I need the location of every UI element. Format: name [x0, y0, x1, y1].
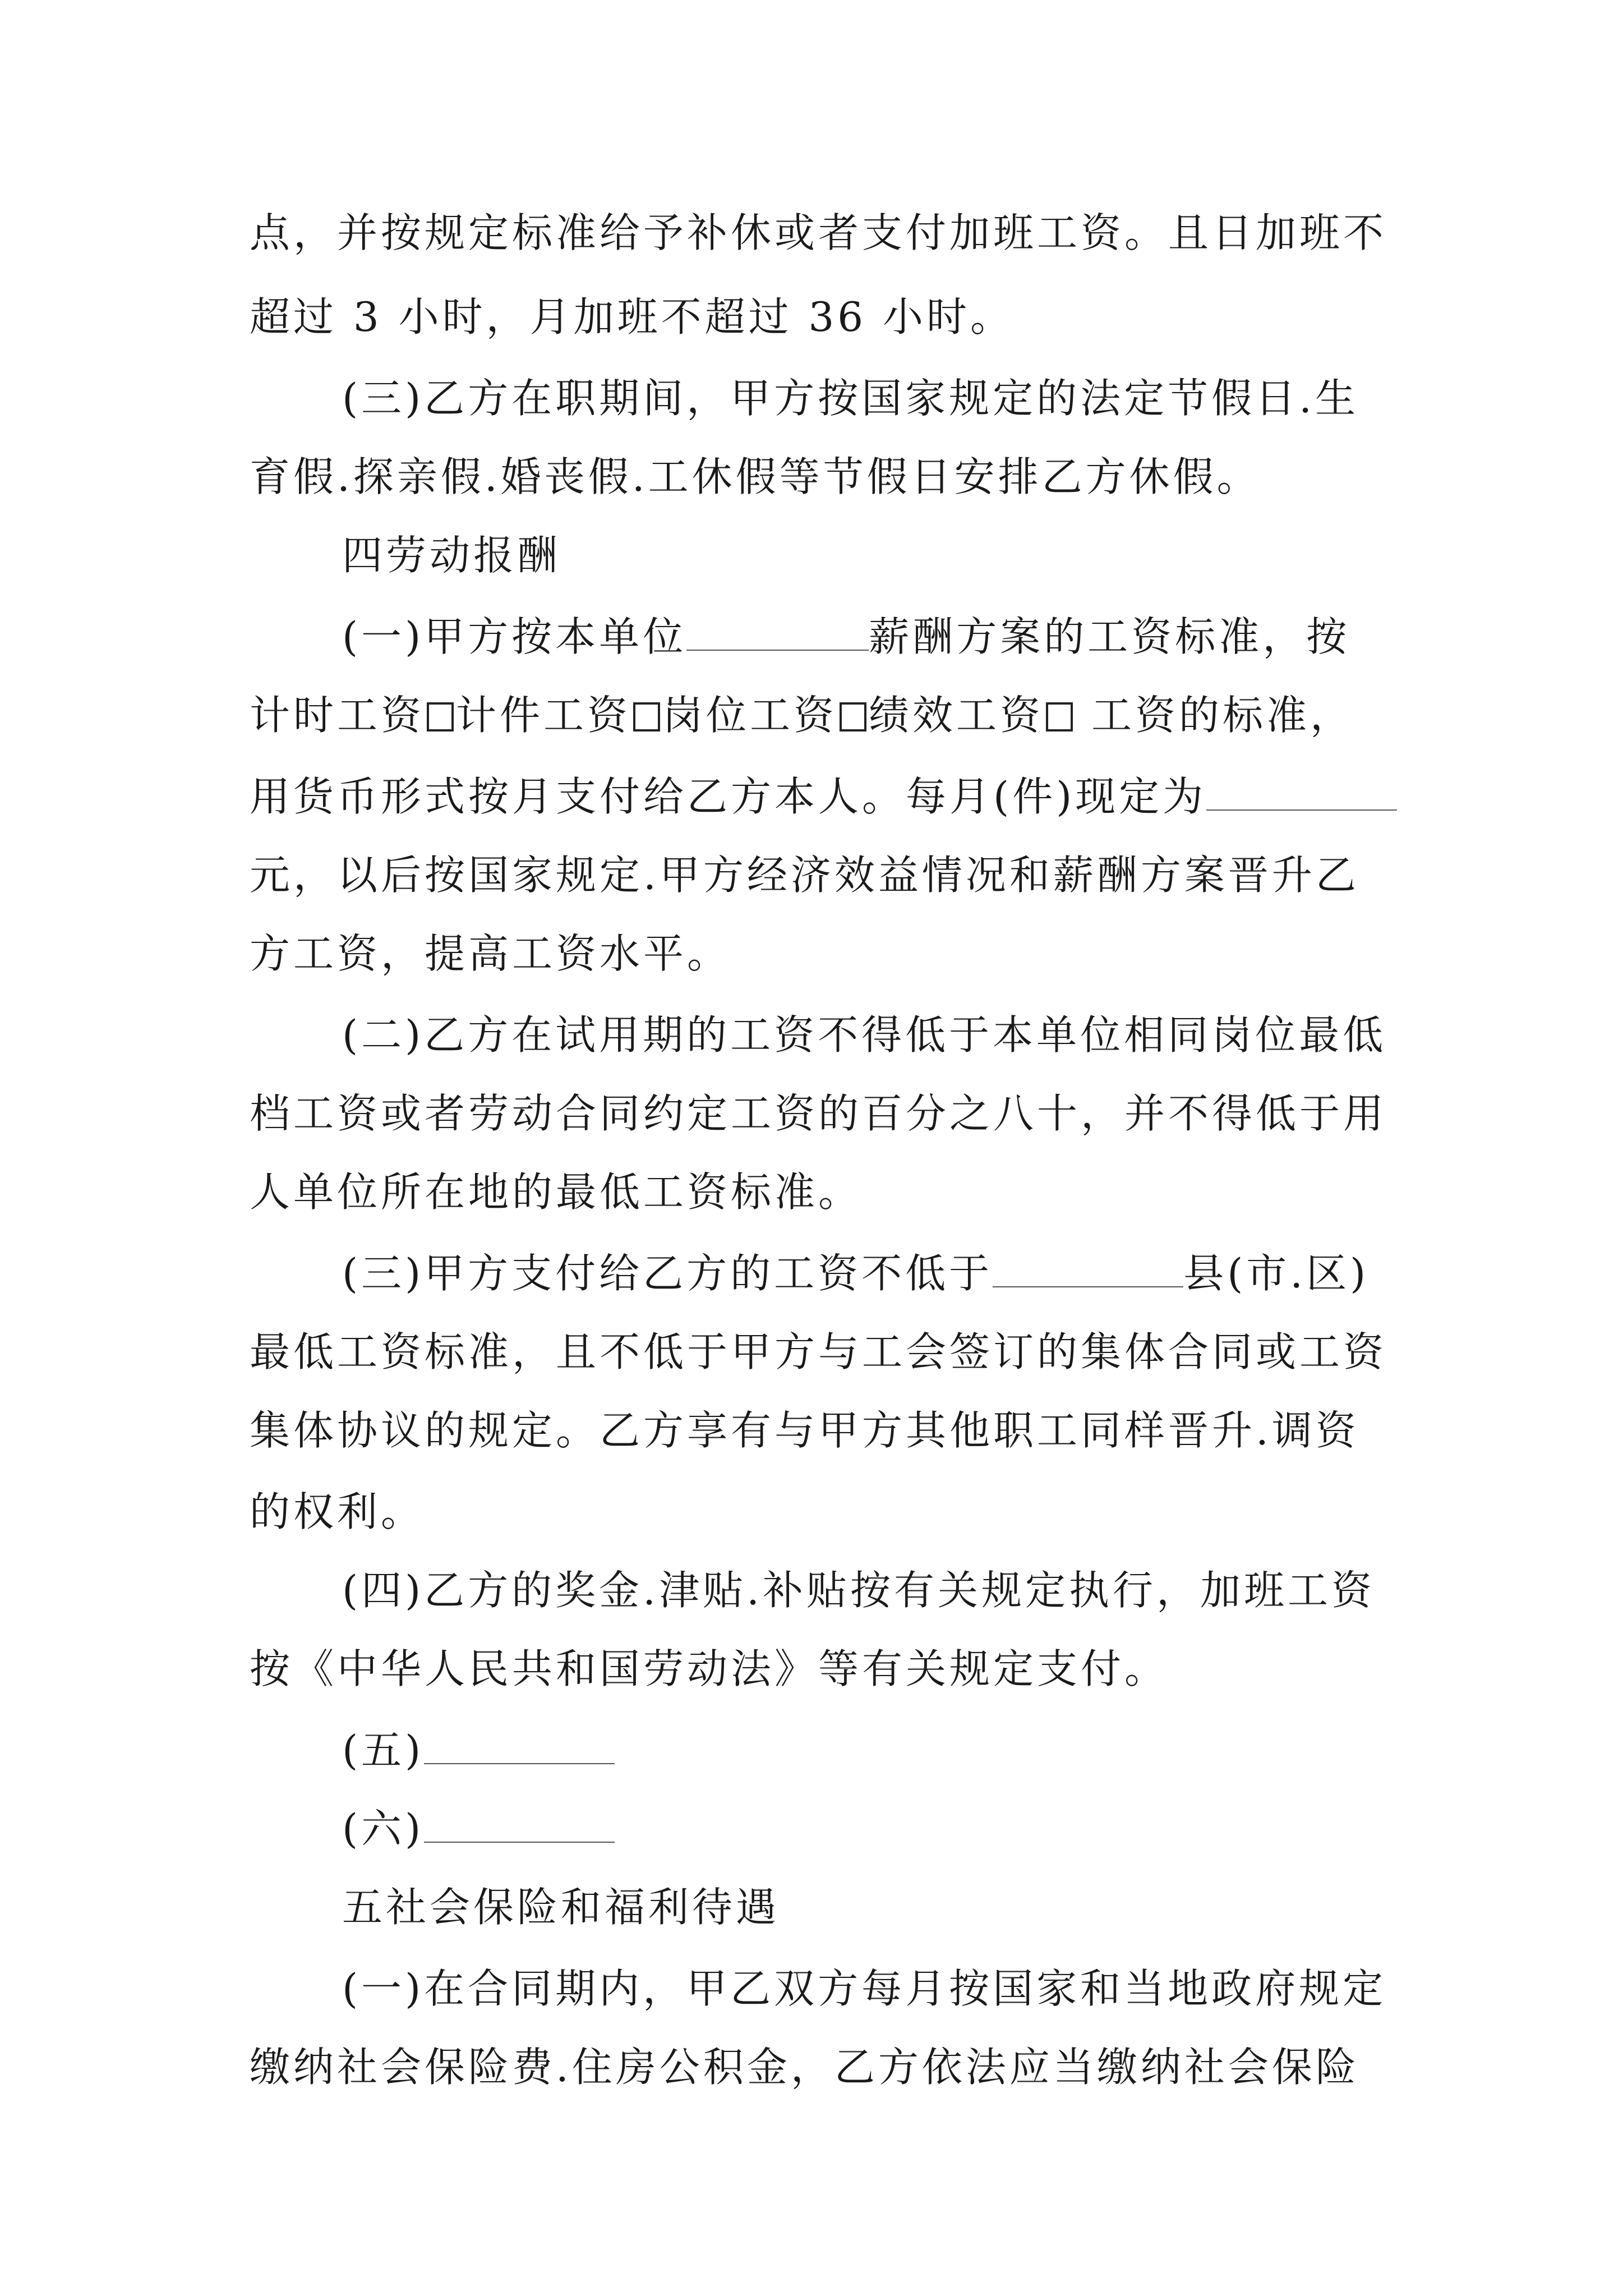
- clause-text: (一)在合同期内，甲乙双方每月按国家和当地政府规定: [342, 1965, 1387, 2012]
- text-line: 超过 3 小时，月加班不超过 36 小时。: [250, 293, 1014, 341]
- checkbox[interactable]: [633, 702, 660, 731]
- text-line: 缴纳社会保险费.住房公积金，乙方依法应当缴纳社会保险: [250, 2044, 1359, 2091]
- checkbox[interactable]: [840, 702, 866, 731]
- clause-text: (一)甲方按本单位 薪酬方案的工资标准，按: [342, 613, 1350, 660]
- text-line: 点，并按规定标准给予补休或者支付加班工资。且日加班不: [250, 209, 1387, 256]
- fill-in-blank[interactable]: [424, 1807, 615, 1843]
- fill-in-blank[interactable]: [686, 615, 869, 651]
- checkbox[interactable]: [1046, 702, 1073, 731]
- text-line: 的权利。: [250, 1488, 425, 1535]
- clause-text: (三)乙方在职期间，甲方按国家规定的法定节假日.生: [342, 375, 1359, 422]
- text-line: 方工资，提高工资水平。: [250, 930, 731, 977]
- clause-text: (三)甲方支付给乙方的工资不低于 县(市.区): [342, 1250, 1370, 1297]
- clause-text: (六): [342, 1803, 615, 1854]
- fill-in-blank[interactable]: [424, 1728, 615, 1764]
- text-line: 人单位所在地的最低工资标准。: [250, 1168, 863, 1216]
- clause-text: (四)乙方的奖金.津贴.补贴按有关规定执行，加班工资: [342, 1567, 1375, 1614]
- text-line: 用货币形式按月支付给乙方本人。每月(件)现定为: [250, 771, 1397, 822]
- text-line: 元，以后按国家规定.甲方经济效益情况和薪酬方案晋升乙: [250, 852, 1359, 899]
- fill-in-blank[interactable]: [993, 1251, 1183, 1287]
- checkbox[interactable]: [427, 702, 454, 731]
- text-line: 育假.探亲假.婚丧假.工休假等节假日安排乙方休假。: [250, 453, 1261, 500]
- section-heading: 五社会保险和福利待遇: [342, 1884, 780, 1931]
- clause-text: (五): [342, 1725, 615, 1775]
- text-line: 计时工资 计件工资 岗位工资 绩效工资 工资的标准，: [250, 692, 1354, 739]
- section-heading: 四劳动报酬: [342, 532, 561, 579]
- text-line: 按《中华人民共和国劳动法》等有关规定支付。: [250, 1645, 1169, 1692]
- text-line: 档工资或者劳动合同约定工资的百分之八十，并不得低于用: [250, 1090, 1387, 1137]
- clause-text: (二)乙方在试用期的工资不得低于本单位相同岗位最低: [342, 1011, 1387, 1059]
- fill-in-blank[interactable]: [1206, 775, 1397, 811]
- text-line: 最低工资标准，且不低于甲方与工会签订的集体合同或工资: [250, 1328, 1387, 1375]
- text-line: 集体协议的规定。乙方享有与甲方其他职工同样晋升.调资: [250, 1407, 1359, 1454]
